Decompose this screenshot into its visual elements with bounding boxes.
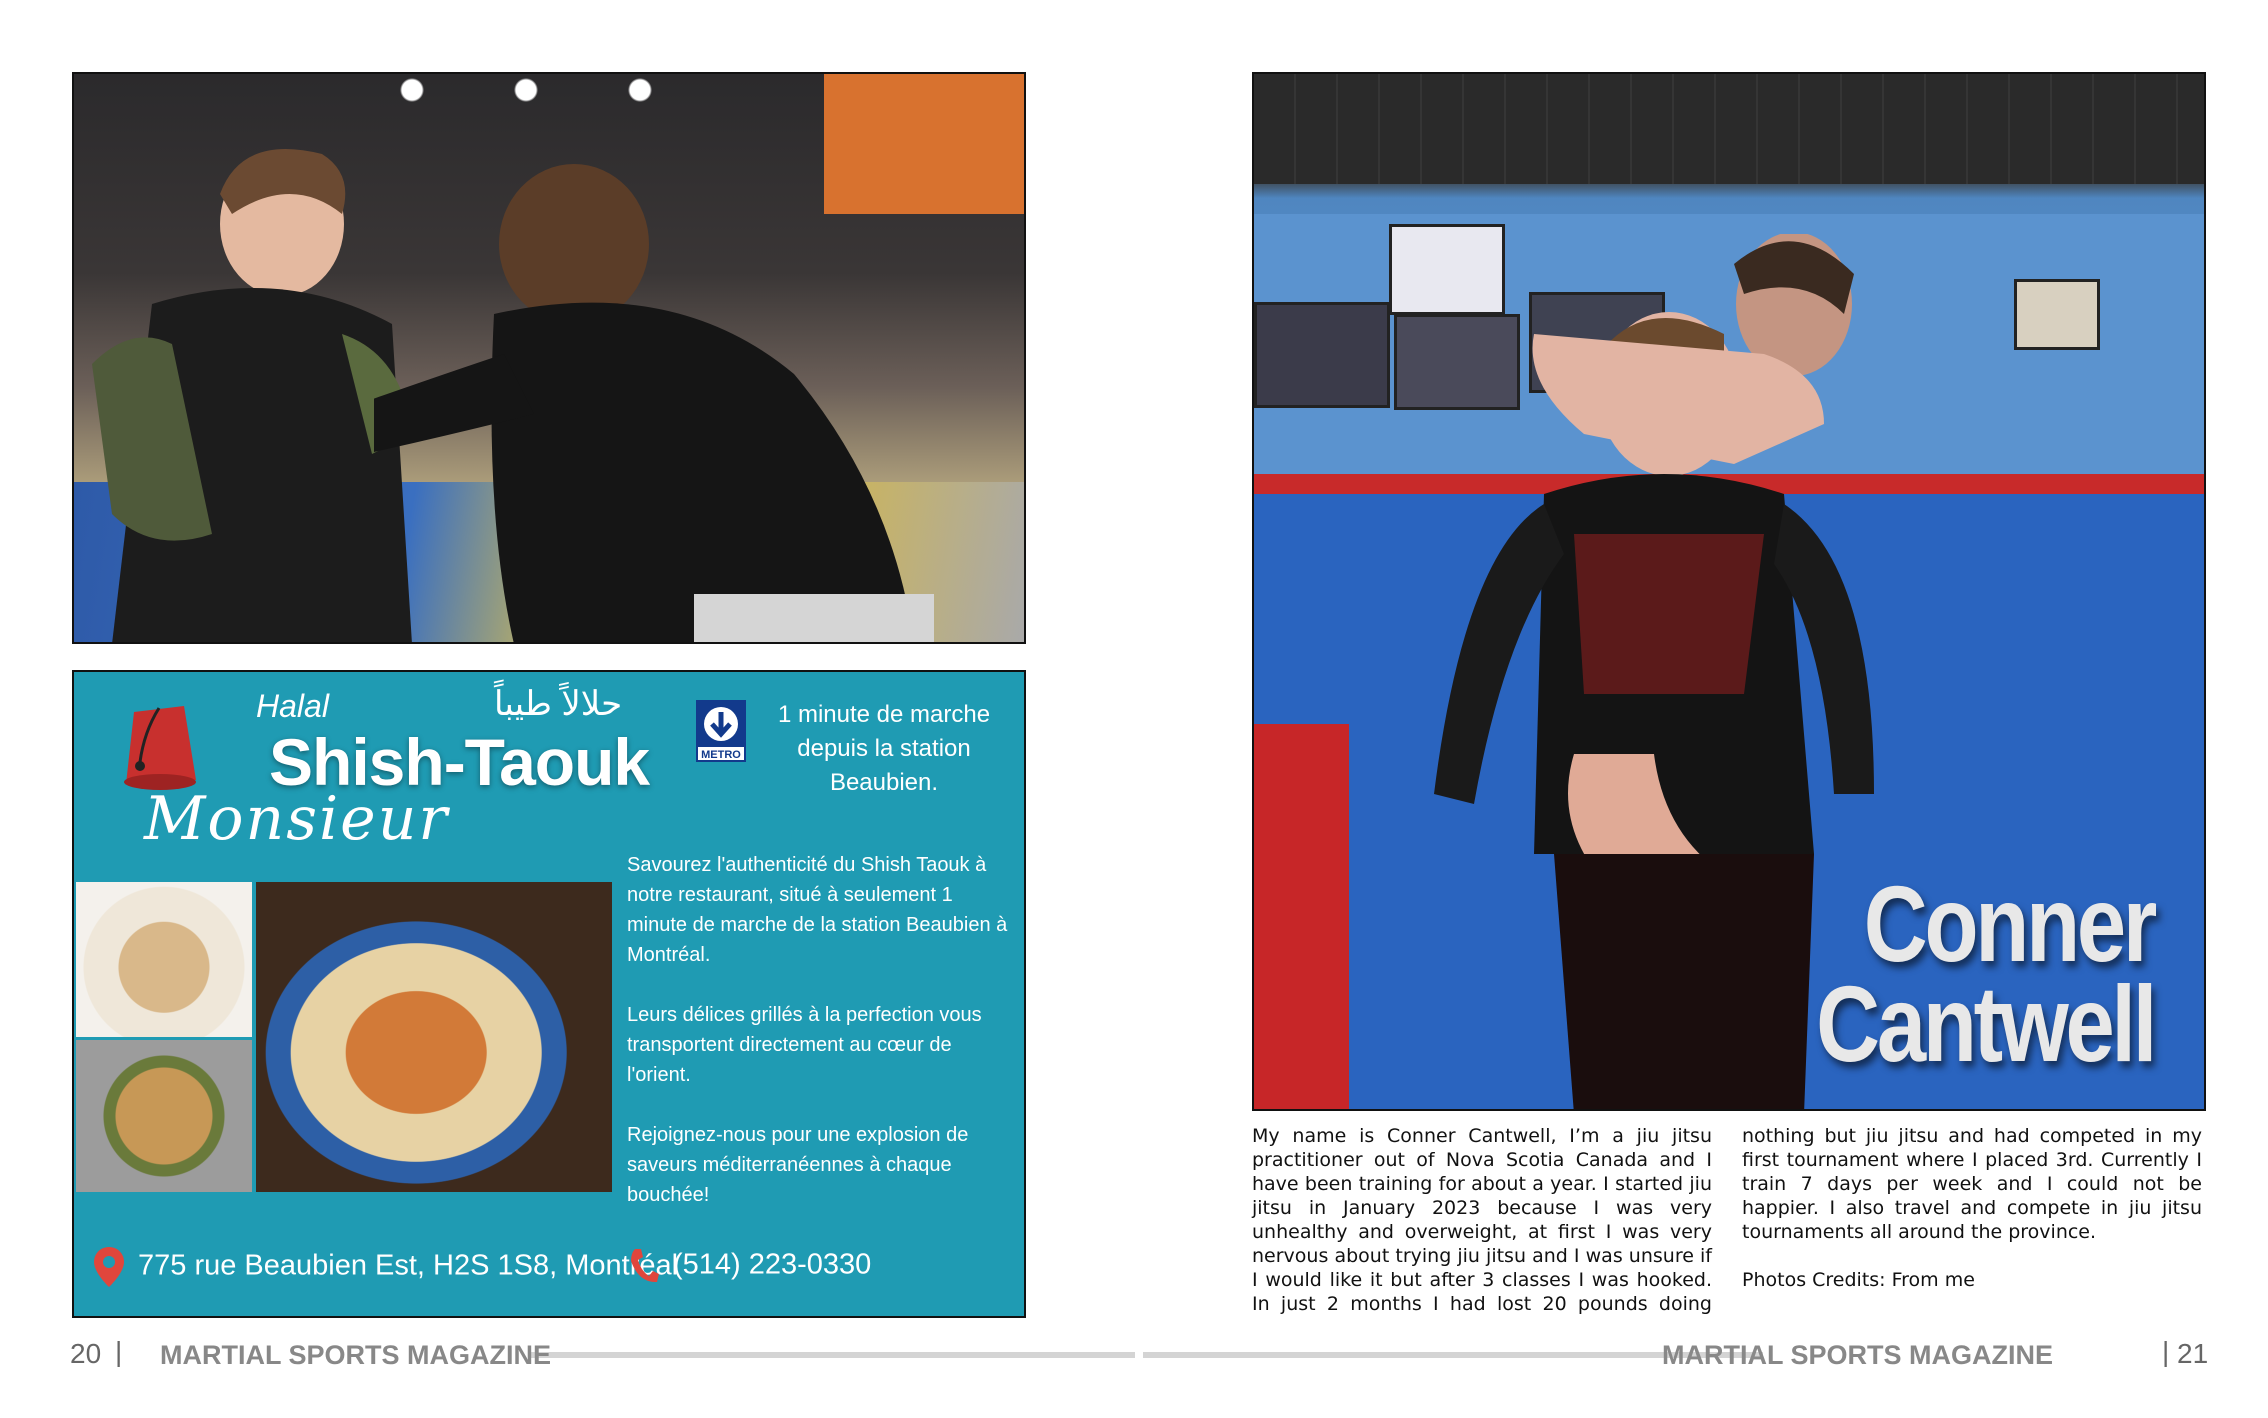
wall-photo-frame bbox=[2014, 279, 2100, 350]
wrap-food-photo bbox=[76, 882, 255, 1037]
location-pin-icon bbox=[94, 1247, 124, 1287]
arabic-halal-label: حلالاً طيباً bbox=[494, 685, 623, 723]
conner-cantwell-photo bbox=[1252, 72, 2206, 1111]
magazine-title-right: MARTIAL SPORTS MAGAZINE bbox=[1662, 1340, 2053, 1370]
page-number-separator-left: | bbox=[115, 1336, 123, 1367]
article-paragraph: My name is Conner Cantwell, I’m a jiu jitsu practitioner out of Nova Scotia Canada and I have been training for about a year. I started jiu jitsu in January 2023 because I was very unhealthy and overweight, at first I was very nervous about trying jiu jitsu and I was unsure if I would like it but after 3 classes I was hooked. In just 2 months I had lost 20 pounds doing nothing but jiu jitsu and had competed in my first tournament where I placed 3rd. Currently I train 7 days per week and I could not be happier. I also travel and compete in jiu jitsu tournaments all around the province. bbox=[1252, 1125, 2202, 1315]
wall-photo-frame bbox=[1254, 302, 1390, 408]
phone-row bbox=[629, 1247, 871, 1285]
ceiling-lights bbox=[374, 78, 754, 102]
sandwich-food-photo bbox=[76, 1040, 255, 1192]
page-number-separator-right: | bbox=[2162, 1336, 2170, 1367]
metro-label: METRO bbox=[701, 749, 741, 761]
athlete-last-name: Cantwell bbox=[1816, 963, 2154, 1084]
restaurant-address: 775 rue Beaubien Est, H2S 1S8, Montréal bbox=[138, 1249, 679, 1282]
fighter-black-rashguard bbox=[374, 154, 934, 644]
gym-ceiling bbox=[1254, 74, 2204, 184]
fighter-camo-rashguard bbox=[92, 134, 422, 644]
restaurant-phone: (514) 223-0330 bbox=[673, 1248, 872, 1281]
photo-credits: Photos Credits: From me bbox=[1742, 1269, 1975, 1291]
restaurant-name: Shish-Taouk bbox=[269, 725, 650, 799]
ad-description bbox=[627, 850, 1012, 1240]
ad-description-paragraph-2: Leurs délices grillés à la perfection vous transportent directement au cœur de l'orient. bbox=[627, 1004, 982, 1086]
athlete-first-name: Conner bbox=[1863, 863, 2154, 984]
phone-icon bbox=[629, 1247, 659, 1285]
shish-taouk-plate-photo bbox=[256, 882, 612, 1192]
footer-rule-left bbox=[530, 1352, 1135, 1358]
metro-distance-text: 1 minute de marche depuis la station Beaubien. bbox=[777, 701, 991, 796]
metro-icon bbox=[696, 700, 746, 762]
page-number-right: 21 bbox=[2177, 1338, 2209, 1369]
address-row bbox=[94, 1247, 678, 1287]
halal-label: Halal bbox=[256, 688, 329, 724]
grappling-photo bbox=[72, 72, 1026, 644]
red-mat-section bbox=[1254, 724, 1349, 1111]
ad-description-paragraph-3: Rejoignez-nous pour une explosion de saveurs méditerranéennes à chaque bouchée! bbox=[627, 1124, 969, 1206]
athlete-name-overlay bbox=[1816, 863, 2154, 1084]
article-body bbox=[1252, 1124, 2202, 1324]
restaurant-script-name: Monsieur bbox=[144, 784, 450, 854]
magazine-title-left: MARTIAL SPORTS MAGAZINE bbox=[160, 1340, 551, 1370]
page-number-left: 20 bbox=[70, 1338, 102, 1369]
ad-description-paragraph-1: Savourez l'authenticité du Shish Taouk à notre restaurant, situé à seulement 1 minute de marche de la station Beaubien à Montréal. bbox=[627, 854, 1008, 966]
restaurant-advertisement bbox=[72, 670, 1026, 1318]
